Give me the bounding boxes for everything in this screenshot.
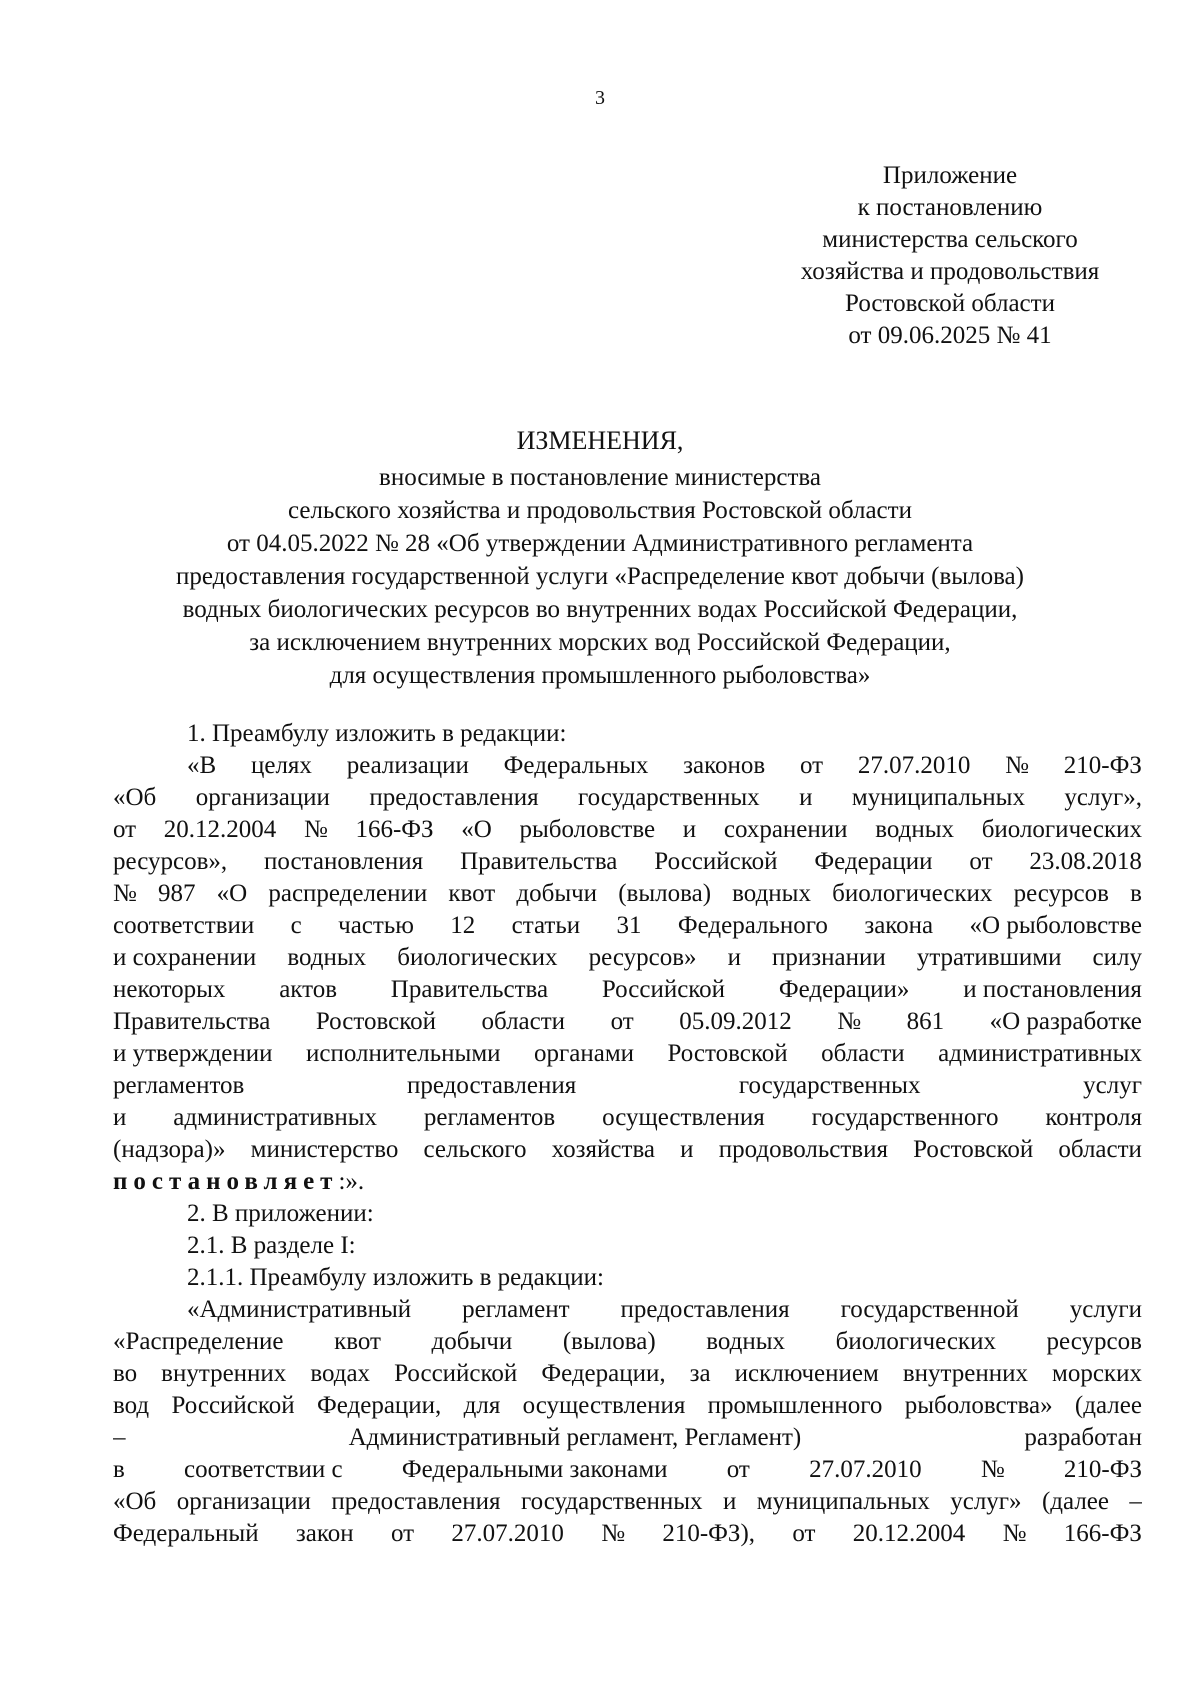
word: Федерального [677, 912, 828, 939]
word: постановления [264, 848, 424, 875]
word: водных [706, 1328, 786, 1355]
word: 210-ФЗ [1063, 752, 1142, 779]
word: Федерации [814, 848, 933, 875]
word: 05.09.2012 [679, 1008, 792, 1035]
body-line [113, 942, 1142, 974]
word: 27.07.2010 [451, 1520, 564, 1547]
word: внутренних [902, 1360, 1028, 1387]
word: сохранении [723, 816, 848, 843]
appendix-line: Ростовской области [845, 290, 1055, 317]
appendix-line: от 09.06.2025 № 41 [848, 322, 1052, 349]
body-line [113, 1134, 1142, 1166]
appendix-line: Приложение [882, 162, 1018, 189]
word: № [303, 816, 328, 843]
word: Российской [601, 976, 726, 1003]
word: 31 [616, 912, 642, 939]
document-heading: ИЗМЕНЕНИЯ, [516, 426, 684, 455]
word: водных [287, 944, 367, 971]
word: внутренних [161, 1360, 287, 1387]
word: 861 [906, 1008, 945, 1035]
word: исполнительными [306, 1040, 501, 1067]
word: от [969, 848, 993, 875]
word: во [113, 1360, 138, 1387]
word: от [610, 1008, 634, 1035]
body-line [113, 1486, 1142, 1518]
word: 210-ФЗ [1063, 1456, 1142, 1483]
word: министерство [250, 1136, 399, 1163]
word: и постановления [963, 976, 1142, 1003]
word: закон [295, 1520, 354, 1547]
body-line [113, 974, 1142, 1006]
word: продовольствия [718, 1136, 888, 1163]
word: «Административный [187, 1296, 412, 1323]
word: промышленного [707, 1392, 883, 1419]
word: Российской [171, 1392, 295, 1419]
word: Федеральными законами [401, 1456, 668, 1483]
word: Федерации, [541, 1360, 666, 1387]
word: области [1058, 1136, 1142, 1163]
appendix-line: хозяйства и продовольствия [800, 258, 1100, 285]
word: области [481, 1008, 566, 1035]
word: биологических [835, 1328, 996, 1355]
word: «В [187, 752, 217, 779]
word: № [980, 1456, 1005, 1483]
word: рыболовства» [904, 1392, 1053, 1419]
body-line [113, 1038, 1142, 1070]
word: соответствии [113, 912, 255, 939]
word: и утверждении [113, 1040, 273, 1067]
word: 27.07.2010 [857, 752, 971, 779]
title-block [0, 424, 1200, 692]
word: для [463, 1392, 501, 1419]
word: квот [448, 880, 496, 907]
word: Ростовской [913, 1136, 1034, 1163]
word: 210-ФЗ), [662, 1520, 756, 1547]
word: биологических [397, 944, 558, 971]
word: частью [338, 912, 414, 939]
appendix-line: министерства сельского [822, 226, 1078, 253]
body-line [113, 1070, 1142, 1102]
word: «О [216, 880, 248, 907]
word: статьи [511, 912, 581, 939]
body-line [113, 1422, 1142, 1454]
word: № [1002, 1520, 1027, 1547]
word: «Распределение [113, 1328, 284, 1355]
word: Административный регламент, Регламент) [348, 1424, 802, 1451]
body-line [113, 1358, 1142, 1390]
word: государственных [520, 1488, 703, 1515]
word: «О [461, 816, 492, 843]
word: и [799, 784, 813, 811]
word: разработан [1024, 1424, 1142, 1451]
word: административных [938, 1040, 1142, 1067]
word: Федерации, [316, 1392, 442, 1419]
word: регламент [462, 1296, 570, 1323]
word: силу [1092, 944, 1142, 971]
word: осуществления [602, 1104, 765, 1131]
word: с [290, 912, 302, 939]
word: государственного [811, 1104, 999, 1131]
word: и [722, 1488, 737, 1515]
word: утратившими [916, 944, 1062, 971]
word: актов [279, 976, 337, 1003]
word: Ростовской [315, 1008, 436, 1035]
word: государственных [738, 1072, 921, 1099]
word: реализации [346, 752, 469, 779]
body-line [113, 846, 1142, 878]
word: предоставления [369, 784, 539, 811]
word: признании [772, 944, 886, 971]
paragraph-1-heading: 1. Преамбулу изложить в редакции: [187, 720, 567, 747]
word: «Об [113, 784, 157, 811]
page-number: 3 [595, 87, 605, 109]
word: законов [683, 752, 766, 779]
word: водных [875, 816, 955, 843]
word: «О разработке [989, 1008, 1142, 1035]
title-line: за исключением внутренних морских вод Российской Федерации, [249, 629, 951, 656]
word: государственных [578, 784, 760, 811]
word: ресурсов», [113, 848, 228, 875]
word: добычи [431, 1328, 513, 1355]
word: государственной [840, 1296, 1019, 1323]
word: соответствии с [184, 1456, 343, 1483]
word: закона [864, 912, 934, 939]
word: от [113, 816, 137, 843]
title-line: от 04.05.2022 № 28 «Об утверждении Административного регламента [226, 530, 974, 557]
title-line: предоставления государственной услуги «Распределение квот добычи (вылова) [176, 563, 1024, 590]
body-line [113, 878, 1142, 910]
word: ресурсов» [588, 944, 697, 971]
word: Ростовской [667, 1040, 788, 1067]
word: добычи [516, 880, 598, 907]
body-line [113, 750, 1142, 782]
word: от [390, 1520, 415, 1547]
word: рыболовстве [519, 816, 656, 843]
word: «О рыболовстве [969, 912, 1142, 939]
word: Правительства [460, 848, 618, 875]
word: предоставления [620, 1296, 790, 1323]
word: и [680, 1136, 694, 1163]
word: и [727, 944, 741, 971]
body-line [113, 1454, 1142, 1486]
title-line: вносимые в постановление министерства [379, 464, 821, 491]
word: ресурсов [1046, 1328, 1142, 1355]
word: распределении [268, 880, 428, 907]
paragraph-2-1-heading: 2.1. В разделе I: [187, 1232, 356, 1259]
appendix-line: к постановлению [857, 194, 1043, 221]
word: 27.07.2010 [809, 1456, 922, 1483]
title-line: водных биологических ресурсов во внутренних водах Российской Федерации, [182, 596, 1018, 623]
word: 12 [450, 912, 476, 939]
word: (надзора)» [113, 1136, 226, 1163]
word: водных [732, 880, 811, 907]
body-line [113, 910, 1142, 942]
paragraph-2-1-1-heading: 2.1.1. Преамбулу изложить в редакции: [187, 1264, 604, 1291]
word: № [837, 1008, 862, 1035]
word: квот [334, 1328, 381, 1355]
body-line [113, 1326, 1142, 1358]
word: осуществления [522, 1392, 686, 1419]
body-line-end [113, 1166, 1142, 1198]
word: некоторых [113, 976, 226, 1003]
word: и [682, 816, 697, 843]
word: организации [176, 1488, 311, 1515]
word: № [1005, 752, 1029, 779]
word: вод [113, 1392, 150, 1419]
word: за [689, 1360, 711, 1387]
word: и [113, 1104, 127, 1131]
emphasized-word: постановляет [113, 1168, 339, 1195]
body-line [113, 782, 1142, 814]
word: регламентов [113, 1072, 245, 1099]
word: услуг [1083, 1072, 1142, 1099]
word: 166-ФЗ [1063, 1520, 1142, 1547]
word: муниципальных [756, 1488, 930, 1515]
word: Федерации» [778, 976, 910, 1003]
body-line [113, 1518, 1142, 1550]
body-line [113, 814, 1142, 846]
word: 987 [158, 880, 196, 907]
document-body [113, 718, 1142, 1550]
word: хозяйства [551, 1136, 656, 1163]
word: организации [195, 784, 330, 811]
word: целях [250, 752, 312, 779]
word: муниципальных [851, 784, 1025, 811]
word: «Об [113, 1488, 157, 1515]
word: 23.08.2018 [1029, 848, 1142, 875]
word: – [1129, 1488, 1142, 1515]
word: водах [310, 1360, 371, 1387]
word: ресурсов [1013, 880, 1109, 907]
word: (вылова) [562, 1328, 656, 1355]
word: предоставления [407, 1072, 577, 1099]
word: № [601, 1520, 626, 1547]
word: (вылова) [618, 880, 712, 907]
word: в [113, 1456, 125, 1483]
title-line: сельского хозяйства и продовольствия Ростовской области [288, 497, 912, 524]
word: 20.12.2004 [163, 816, 277, 843]
title-line: для осуществления промышленного рыболовства» [329, 662, 871, 689]
body-line [113, 1006, 1142, 1038]
word: Федеральный [113, 1520, 259, 1547]
word: услуг» [950, 1488, 1022, 1515]
word: Правительства [390, 976, 549, 1003]
word: 20.12.2004 [852, 1520, 966, 1547]
word: регламентов [423, 1104, 556, 1131]
word: Российской [394, 1360, 518, 1387]
word: Российской [654, 848, 778, 875]
body-line [113, 1294, 1142, 1326]
word: – [113, 1424, 126, 1451]
word: исключением [734, 1360, 879, 1387]
word: услуги [1069, 1296, 1142, 1323]
word: (далее [1041, 1488, 1109, 1515]
word: контроля [1045, 1104, 1142, 1131]
paragraph-2-heading: 2. В приложении: [187, 1200, 374, 1227]
word: области [821, 1040, 905, 1067]
word: и сохранении [113, 944, 257, 971]
word: Федеральных [503, 752, 649, 779]
word: морских [1052, 1360, 1142, 1387]
word: Правительства [113, 1008, 271, 1035]
word: биологических [832, 880, 993, 907]
word: от [799, 752, 824, 779]
word: услуг», [1064, 784, 1142, 811]
word: органами [534, 1040, 635, 1067]
word: (далее [1074, 1392, 1142, 1419]
appendix-block [700, 160, 1200, 352]
word: от [792, 1520, 816, 1547]
word: № [113, 880, 137, 907]
word: предоставления [331, 1488, 501, 1515]
end-punctuation: :». [338, 1168, 365, 1195]
word: сельского [423, 1136, 527, 1163]
body-line [113, 1390, 1142, 1422]
word: от [726, 1456, 750, 1483]
word: 166-ФЗ [355, 816, 434, 843]
word: административных [173, 1104, 378, 1131]
body-line [113, 1102, 1142, 1134]
word: в [1130, 880, 1142, 907]
word: биологических [981, 816, 1142, 843]
